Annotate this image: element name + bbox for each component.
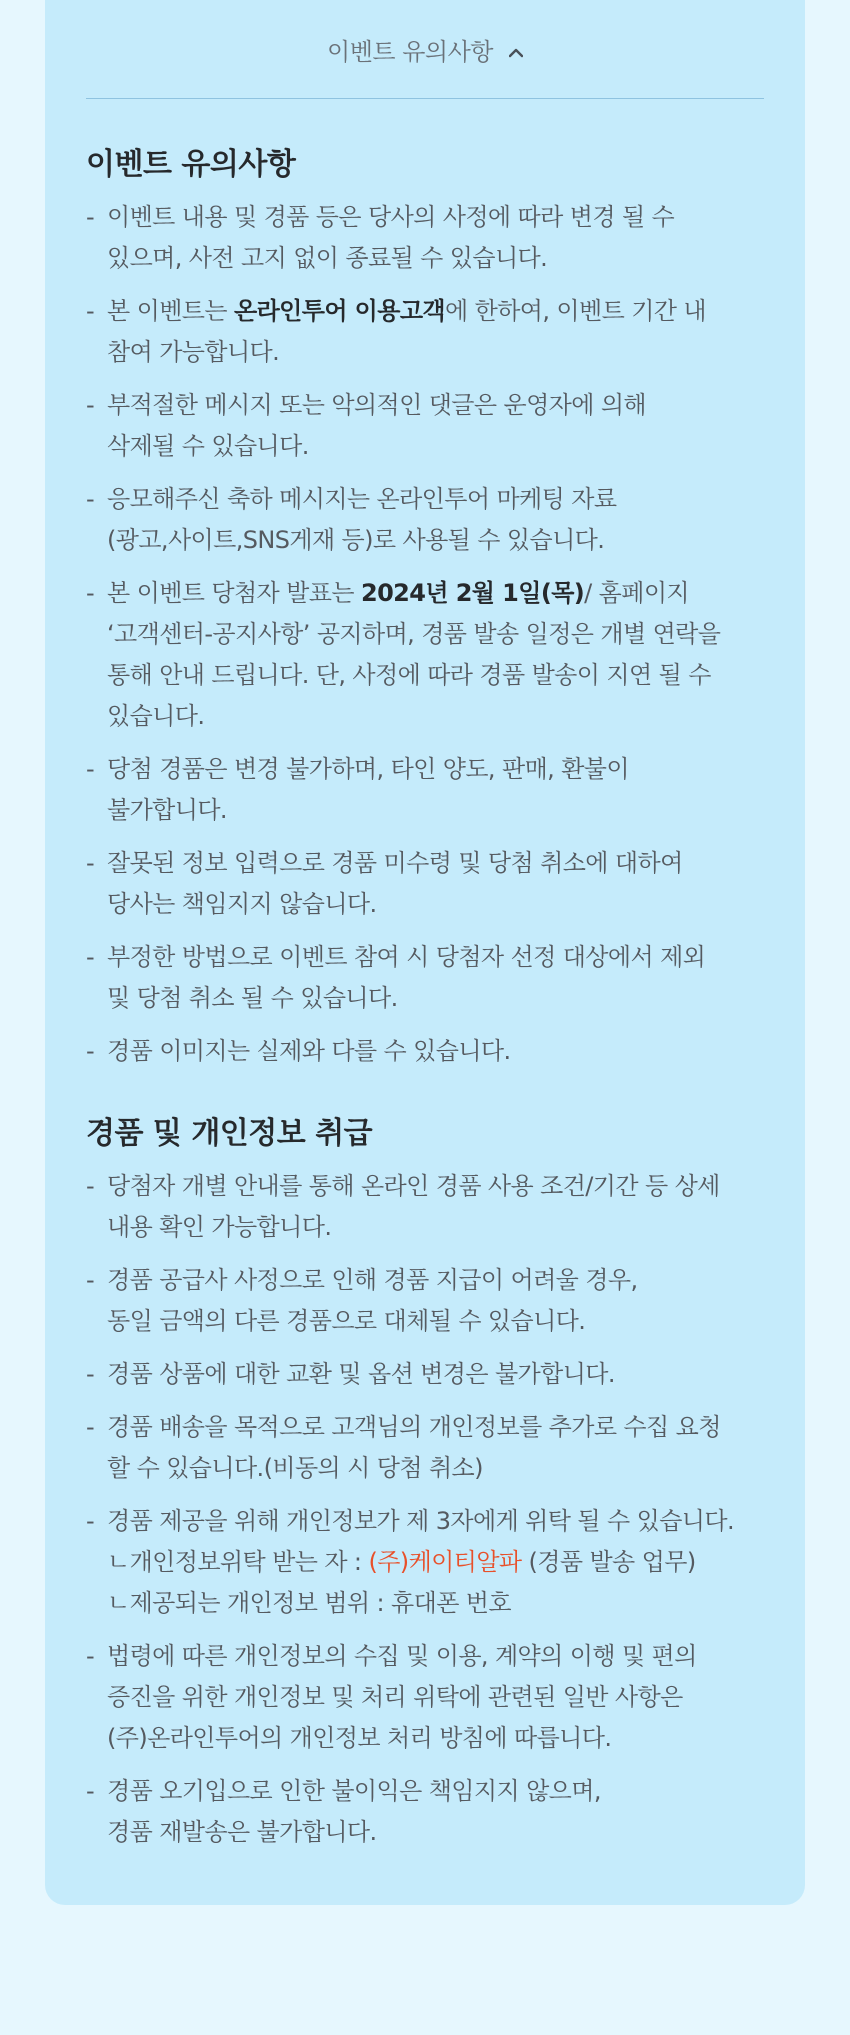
item-text: / 홈페이지 bbox=[584, 579, 690, 607]
list-item-line bbox=[107, 291, 764, 332]
list-item-line bbox=[107, 696, 764, 737]
list-item-line bbox=[107, 426, 764, 467]
list-item bbox=[86, 1166, 764, 1248]
list-item bbox=[86, 1354, 764, 1395]
list-item-line bbox=[107, 1542, 764, 1583]
list-item-line bbox=[107, 197, 764, 238]
list-item-line bbox=[107, 1260, 764, 1301]
item-text: 및 당첨 취소 될 수 있습니다. bbox=[107, 984, 398, 1012]
item-text: 부적절한 메시지 또는 악의적인 댓글은 운영자에 의해 bbox=[107, 391, 647, 419]
item-text: 증진을 위한 개인정보 및 처리 위탁에 관련된 일반 사항은 bbox=[107, 1683, 683, 1711]
list-item-line bbox=[107, 1207, 764, 1248]
item-text: 동일 금액의 다른 경품으로 대체될 수 있습니다. bbox=[107, 1307, 586, 1335]
list-item-line bbox=[107, 749, 764, 790]
list-item-line bbox=[107, 790, 764, 831]
list-item bbox=[86, 1031, 764, 1072]
list-item-line bbox=[107, 978, 764, 1019]
prize-privacy-list bbox=[86, 1166, 764, 1853]
list-item-line bbox=[107, 655, 764, 696]
list-item bbox=[86, 1771, 764, 1853]
list-item-line bbox=[107, 332, 764, 373]
list-item bbox=[86, 937, 764, 1019]
list-item-line bbox=[107, 479, 764, 520]
item-text: 있습니다. bbox=[107, 702, 205, 730]
list-item-line bbox=[107, 1501, 764, 1542]
item-text: ㄴ개인정보위탁 받는 자 : bbox=[107, 1548, 369, 1576]
list-item-line bbox=[107, 1583, 764, 1624]
list-item-line bbox=[107, 1031, 764, 1072]
item-text: (경품 발송 업무) bbox=[521, 1548, 696, 1576]
emphasis-text: 2024년 2월 1일(목) bbox=[360, 579, 585, 607]
notice-card bbox=[45, 0, 805, 1905]
list-item bbox=[86, 197, 764, 279]
item-text: 에 한하여, 이벤트 기간 내 bbox=[445, 297, 706, 325]
list-item-line bbox=[107, 1166, 764, 1207]
list-item-line bbox=[107, 1301, 764, 1342]
item-text: (광고,사이트,SNS게재 등)로 사용될 수 있습니다. bbox=[107, 526, 605, 554]
item-text: 통해 안내 드립니다. 단, 사정에 따라 경품 발송이 지연 될 수 bbox=[107, 661, 711, 689]
item-text: 당첨 경품은 변경 불가하며, 타인 양도, 판매, 환불이 bbox=[107, 755, 629, 783]
list-item-line bbox=[107, 614, 764, 655]
section-title-prize-privacy: 경품 및 개인정보 취급 bbox=[86, 1116, 373, 1151]
list-item-line bbox=[107, 1448, 764, 1489]
item-text: 당사는 책임지지 않습니다. bbox=[107, 890, 377, 918]
list-item-line bbox=[107, 1771, 764, 1812]
event-notes-list bbox=[86, 197, 764, 1072]
list-item-line bbox=[107, 1636, 764, 1677]
list-item-line bbox=[107, 937, 764, 978]
item-text: 있으며, 사전 고지 없이 종료될 수 있습니다. bbox=[107, 244, 548, 272]
item-text: 경품 재발송은 불가합니다. bbox=[107, 1818, 377, 1846]
item-text: 삭제될 수 있습니다. bbox=[107, 432, 309, 460]
list-item-line bbox=[107, 843, 764, 884]
item-text: 경품 공급사 사정으로 인해 경품 지급이 어려울 경우, bbox=[107, 1266, 638, 1294]
list-item-line bbox=[107, 1812, 764, 1853]
list-item-line bbox=[107, 1677, 764, 1718]
item-text: 당첨자 개별 안내를 통해 온라인 경품 사용 조건/기간 등 상세 bbox=[107, 1172, 720, 1200]
list-item-line bbox=[107, 238, 764, 279]
list-item bbox=[86, 1501, 764, 1624]
list-item bbox=[86, 573, 764, 737]
list-item-line bbox=[107, 385, 764, 426]
item-text: 참여 가능합니다. bbox=[107, 338, 280, 366]
item-text: 내용 확인 가능합니다. bbox=[107, 1213, 332, 1241]
emphasis-text: 온라인투어 이용고객 bbox=[233, 297, 445, 325]
item-text: ‘고객센터-공지사항’ 공지하며, 경품 발송 일정은 개별 연락을 bbox=[107, 620, 721, 648]
item-text: ㄴ제공되는 개인정보 범위 : 휴대폰 번호 bbox=[107, 1589, 511, 1617]
item-text: 본 이벤트 당첨자 발표는 bbox=[107, 579, 361, 607]
list-item bbox=[86, 749, 764, 831]
list-item-line bbox=[107, 520, 764, 561]
list-item-line bbox=[107, 1718, 764, 1759]
item-text: 할 수 있습니다.(비동의 시 당첨 취소) bbox=[107, 1454, 483, 1482]
list-item-line bbox=[107, 573, 764, 614]
section-title-event-notes: 이벤트 유의사항 bbox=[86, 147, 296, 182]
item-text: 불가합니다. bbox=[107, 796, 227, 824]
notice-toggle-label: 이벤트 유의사항 bbox=[327, 37, 493, 66]
list-item-line bbox=[107, 1407, 764, 1448]
item-text: 경품 배송을 목적으로 고객님의 개인정보를 추가로 수집 요청 bbox=[107, 1413, 721, 1441]
item-text: 부정한 방법으로 이벤트 참여 시 당첨자 선정 대상에서 제외 bbox=[107, 943, 706, 971]
list-item-line bbox=[107, 884, 764, 925]
list-item-line bbox=[107, 1354, 764, 1395]
list-item bbox=[86, 1636, 764, 1759]
list-item bbox=[86, 1407, 764, 1489]
list-item bbox=[86, 291, 764, 373]
list-item bbox=[86, 843, 764, 925]
list-item bbox=[86, 385, 764, 467]
notice-toggle-button[interactable] bbox=[86, 0, 764, 99]
item-text: 이벤트 내용 및 경품 등은 당사의 사정에 따라 변경 될 수 bbox=[107, 203, 675, 231]
item-text: 본 이벤트는 bbox=[107, 297, 234, 325]
item-text: 경품 이미지는 실제와 다를 수 있습니다. bbox=[107, 1037, 511, 1065]
item-text: 잘못된 정보 입력으로 경품 미수령 및 당첨 취소에 대하여 bbox=[107, 849, 683, 877]
list-item bbox=[86, 1260, 764, 1342]
chevron-up-icon bbox=[509, 46, 523, 60]
list-item bbox=[86, 479, 764, 561]
highlight-text: (주)케이티알파 bbox=[368, 1548, 522, 1576]
item-text: 경품 제공을 위해 개인정보가 제 3자에게 위탁 될 수 있습니다. bbox=[107, 1507, 734, 1535]
item-text: (주)온라인투어의 개인정보 처리 방침에 따릅니다. bbox=[107, 1724, 612, 1752]
item-text: 경품 상품에 대한 교환 및 옵션 변경은 불가합니다. bbox=[107, 1360, 615, 1388]
item-text: 응모해주신 축하 메시지는 온라인투어 마케팅 자료 bbox=[107, 485, 617, 513]
item-text: 경품 오기입으로 인한 불이익은 책임지지 않으며, bbox=[107, 1777, 601, 1805]
item-text: 법령에 따른 개인정보의 수집 및 이용, 계약의 이행 및 편의 bbox=[107, 1642, 697, 1670]
